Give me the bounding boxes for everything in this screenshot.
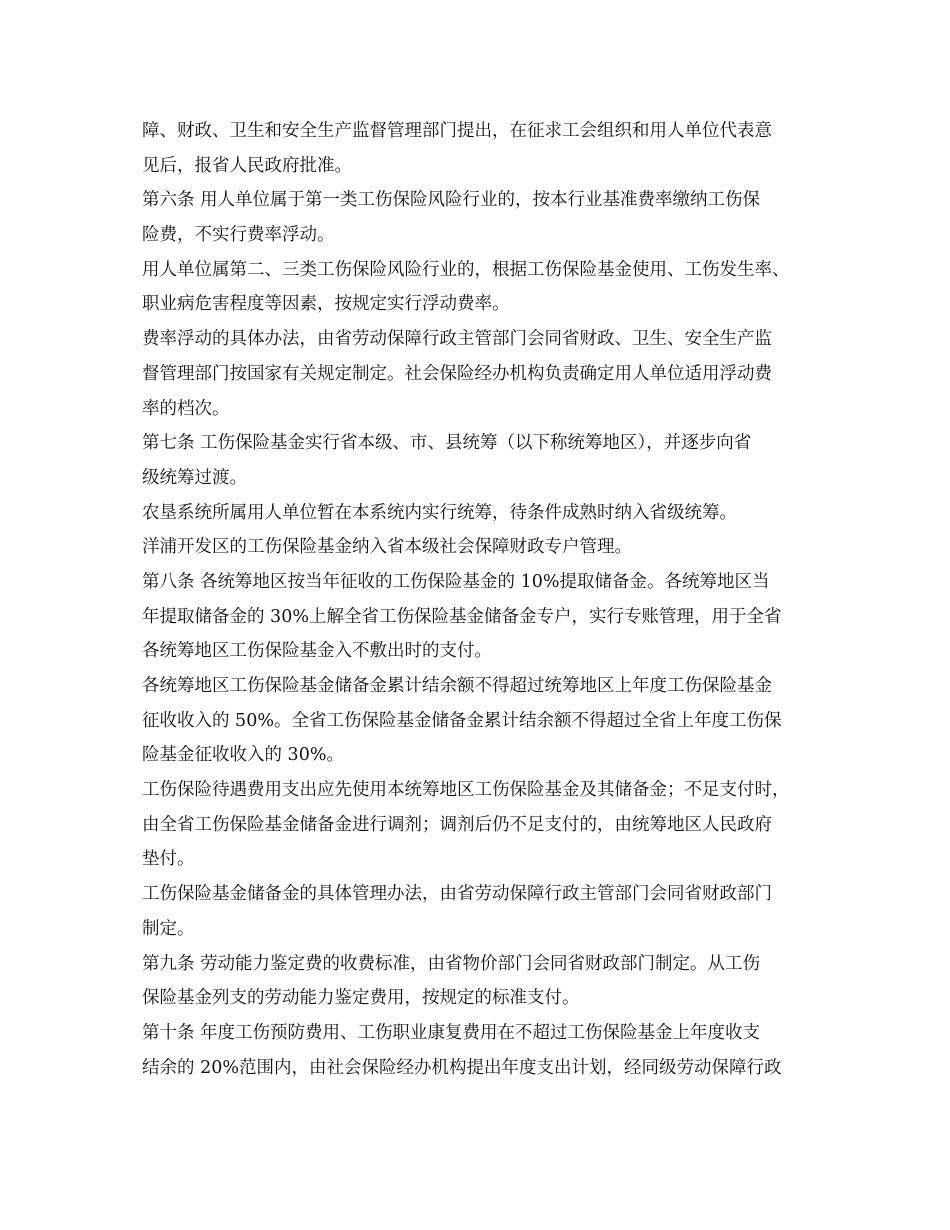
text-line: 第十条 年度工伤预防费用、工伤职业康复费用在不超过工伤保险基金上年度收支 <box>142 1022 761 1043</box>
text-line: 级统筹过渡。 <box>142 467 247 488</box>
text-line: 第六条 用人单位属于第一类工伤保险风险行业的，按本行业基准费率缴纳工伤保 <box>142 190 761 211</box>
text-line: 结余的 20%范围内，由社会保险经办机构提出年度支出计划，经同级劳动保障行政 <box>142 1057 782 1078</box>
text-line: 见后，报省人民政府批准。 <box>142 155 352 176</box>
text-line: 年提取储备金的 30%上解全省工伤保险基金储备金专户，实行专账管理，用于全省 <box>142 606 782 627</box>
text-line: 征收收入的 50%。全省工伤保险基金储备金累计结余额不得超过全省上年度工伤保 <box>142 710 782 731</box>
text-line: 保险基金列支的劳动能力鉴定费用，按规定的标准支付。 <box>142 988 580 1009</box>
text-line: 制定。 <box>142 918 195 939</box>
text-line: 各统筹地区工伤保险基金入不敷出时的支付。 <box>142 641 492 662</box>
text-line: 工伤保险基金储备金的具体管理办法，由省劳动保障行政主管部门会同省财政部门 <box>142 884 772 905</box>
text-line: 险基金征收收入的 30%。 <box>142 745 344 766</box>
text-line: 险费，不实行费率浮动。 <box>142 225 335 246</box>
text-line: 第九条 劳动能力鉴定费的收费标准，由省物价部门会同省财政部门制定。从工伤 <box>142 953 761 974</box>
text-line: 农垦系统所属用人单位暂在本系统内实行统筹，待条件成熟时纳入省级统筹。 <box>142 502 737 523</box>
text-line: 洋浦开发区的工伤保险基金纳入省本级社会保障财政专户管理。 <box>142 537 632 558</box>
text-line: 督管理部门按国家有关规定制定。社会保险经办机构负责确定用人单位适用浮动费 <box>142 363 772 384</box>
text-line: 各统筹地区工伤保险基金储备金累计结余额不得超过统筹地区上年度工伤保险基金 <box>142 676 772 696</box>
text-line: 职业病危害程度等因素，按规定实行浮动费率。 <box>142 294 510 315</box>
text-line: 第八条 各统筹地区按当年征收的工伤保险基金的 10%提取储备金。各统筹地区当 <box>142 571 770 592</box>
text-line: 工伤保险待遇费用支出应先使用本统筹地区工伤保险基金及其储备金；不足支付时， <box>142 780 790 801</box>
text-line: 由全省工伤保险基金储备金进行调剂；调剂后仍不足支付的，由统筹地区人民政府 <box>142 814 772 835</box>
text-line: 第七条 工伤保险基金实行省本级、市、县统筹（以下称统筹地区），并逐步向省 <box>142 433 752 454</box>
document-body <box>142 114 832 1085</box>
text-line: 垫付。 <box>142 849 195 870</box>
text-line: 率的档次。 <box>142 398 230 419</box>
text-line: 费率浮动的具体办法，由省劳动保障行政主管部门会同省财政、卫生、安全生产监 <box>142 329 772 350</box>
text-line: 障、财政、卫生和安全生产监督管理部门提出，在征求工会组织和用人单位代表意 <box>142 121 772 141</box>
text-line: 用人单位属第二、三类工伤保险风险行业的，根据工伤保险基金使用、工伤发生率、 <box>142 259 790 280</box>
